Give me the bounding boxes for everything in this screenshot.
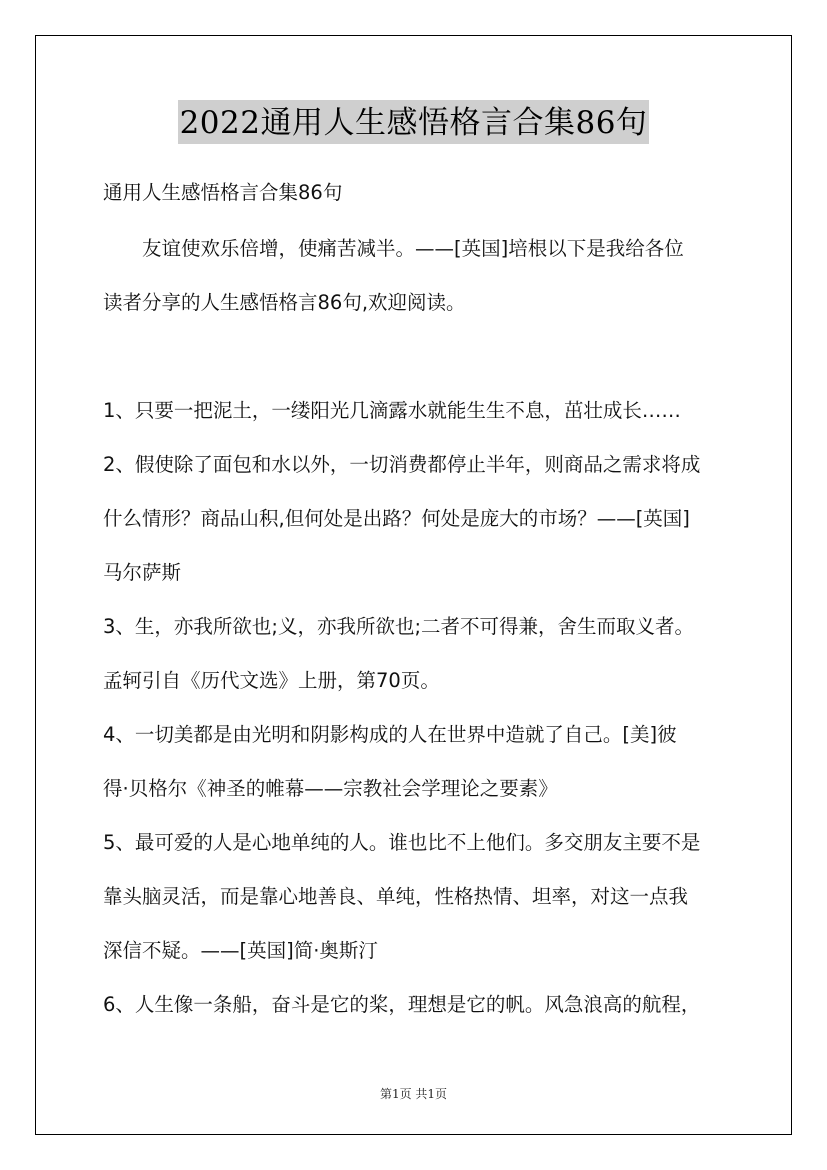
paragraph-line: 靠头脑灵活，而是靠心地善良、单纯，性格热情、坦率，对这一点我 — [103, 885, 689, 908]
document-subtitle: 通用人生感悟格言合集86句 — [103, 181, 343, 204]
paragraph-line: 2、假使除了面包和水以外，一切消费都停止半年，则商品之需求将成 — [103, 453, 701, 476]
paragraph-line: 3、生，亦我所欲也;义，亦我所欲也;二者不可得兼，舍生而取义者。 — [103, 615, 695, 638]
paragraph-line: 4、一切美都是由光明和阴影构成的人在世界中造就了自己。[美]彼 — [103, 723, 677, 746]
paragraph-line: 1、只要一把泥土，一缕阳光几滴露水就能生生不息，茁壮成长…… — [103, 399, 681, 422]
paragraph-line: 深信不疑。——[英国]简·奥斯汀 — [103, 939, 378, 962]
paragraph-line: 5、最可爱的人是心地单纯的人。谁也比不上他们。多交朋友主要不是 — [103, 831, 701, 854]
title-container — [0, 100, 827, 144]
paragraph-line: 得·贝格尔《神圣的帷幕——宗教社会学理论之要素》 — [103, 777, 558, 800]
document-title: 2022通用人生感悟格言合集86句 — [178, 100, 650, 144]
paragraph-line: 什么情形？商品山积,但何处是出路？何处是庞大的市场？——[英国] — [103, 507, 690, 530]
paragraph-line: 友谊使欢乐倍增，使痛苦减半。——[英国]培根以下是我给各位 — [142, 237, 684, 260]
paragraph-line: 读者分享的人生感悟格言86句,欢迎阅读。 — [103, 291, 466, 314]
paragraph-line: 6、人生像一条船，奋斗是它的桨，理想是它的帆。风急浪高的航程， — [103, 993, 701, 1016]
page-footer: 第1页 共1页 — [379, 1087, 448, 1101]
paragraph-line: 孟轲引自《历代文选》上册，第70页。 — [103, 669, 440, 692]
paragraph-line: 马尔萨斯 — [103, 561, 182, 584]
